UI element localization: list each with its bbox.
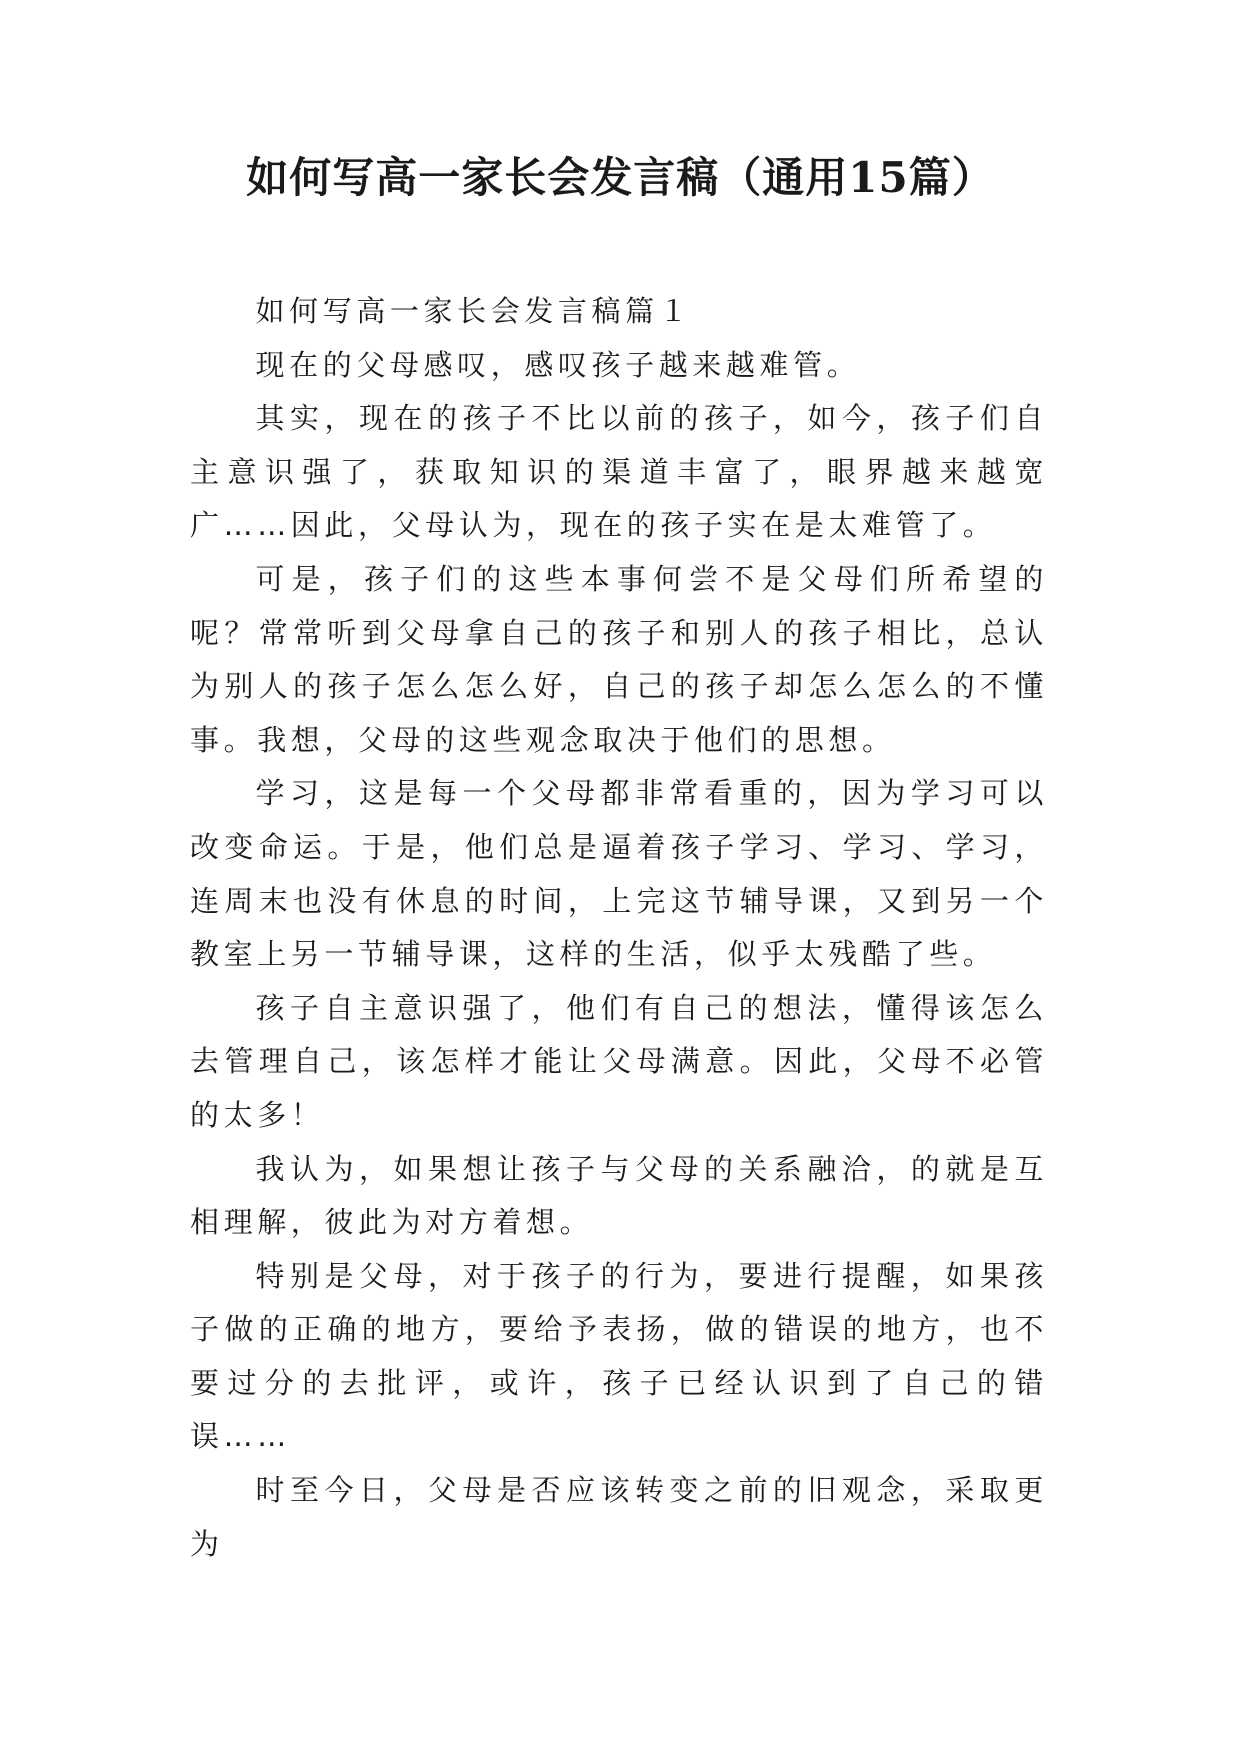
paragraph: 时至今日，父母是否应该转变之前的旧观念，采取更为: [190, 1473, 1048, 1561]
paragraph: 孩子自主意识强了，他们有自己的想法，懂得该怎么去管理自己，该怎样才能让父母满意。因此，父母不必管的太多！: [190, 990, 1048, 1132]
paragraph: 我认为，如果想让孩子与父母的关系融洽，的就是互相理解，彼此为对方着想。: [190, 1151, 1048, 1240]
section-heading: 如何写高一家长会发言稿篇１: [255, 294, 693, 328]
paragraph: 学习，这是每一个父母都非常看重的，因为学习可以改变命运。于是，他们总是逼着孩子学习、学习、学习，连周末也没有休息的时间，上完这节辅导课，又到另一个教室上另一节辅导课，这样的生活，似乎太残酷了些。: [190, 776, 1048, 972]
document-body: [190, 285, 1048, 1571]
paragraph: 可是，孩子们的这些本事何尝不是父母们所希望的呢？常常听到父母拿自己的孩子和别人的孩子相比，总认为别人的孩子怎么怎么好，自己的孩子却怎么怎么的不懂事。我想，父母的这些观念取决于他们的思想。: [190, 561, 1048, 757]
paragraph: 现在的父母感叹，感叹孩子越来越难管。: [255, 347, 861, 382]
document-title: 如何写高一家长会发言稿（通用15篇）: [246, 153, 995, 202]
paragraph: 其实，现在的孩子不比以前的孩子，如今，孩子们自主意识强了，获取知识的渠道丰富了，眼界越来越宽广……因此，父母认为，现在的孩子实在是太难管了。: [190, 401, 1048, 543]
paragraph: 特别是父母，对于孩子的行为，要进行提醒，如果孩子做的正确的地方，要给予表扬，做的错误的地方，也不要过分的去批评，或许，孩子已经认识到了自己的错误……: [190, 1258, 1048, 1454]
